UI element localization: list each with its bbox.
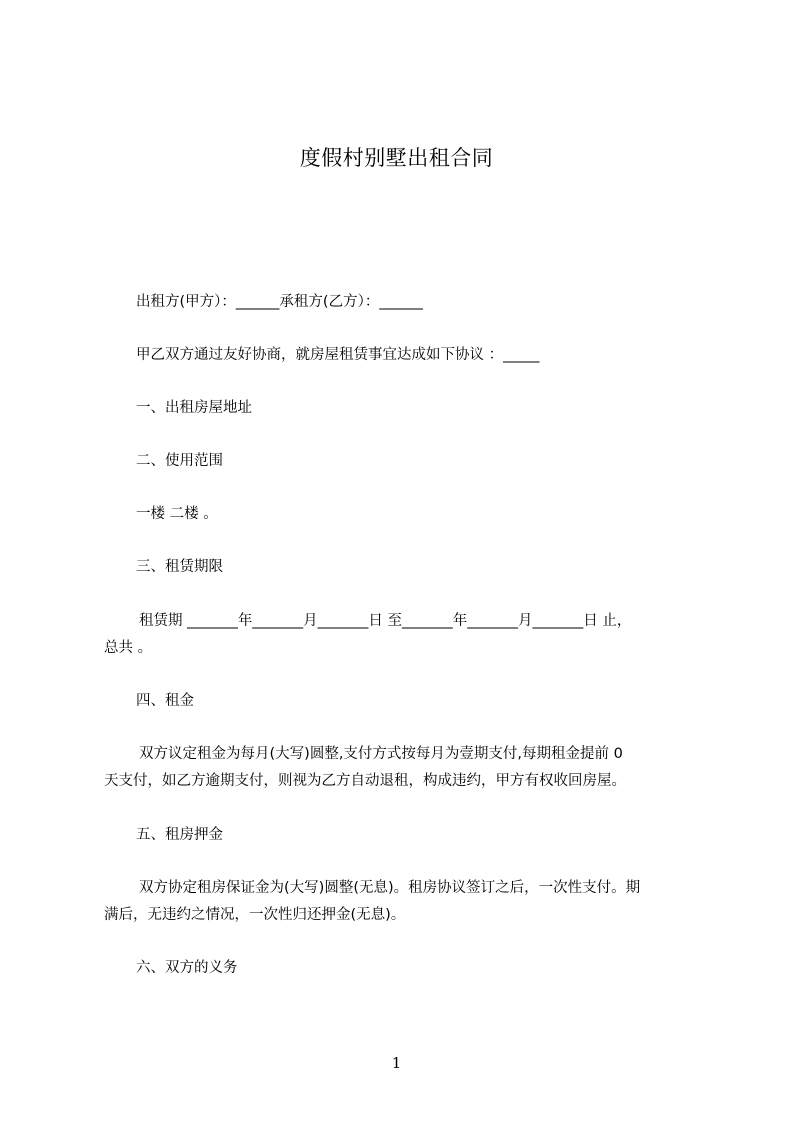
section-3-body-line-2: 总共 。 [104,640,153,656]
section-4-body-line-2: 天支付，如乙方逾期支付，则视为乙方自动退租，构成违约，甲方有权收回房屋。 [104,773,626,789]
section-5-body-line-1: 双方协定租房保证金为(大写)圆整(无息)。租房协议签订之后，一次性支付。期 [139,880,641,896]
section-3-heading: 三、租赁期限 [136,559,223,575]
section-3-body-line-1: 租赁期 _______年_______月_______日 至_______年_______月_______日 止， [139,613,632,629]
section-2-body: 一楼 二楼 。 [136,506,218,522]
intro-line: 甲乙双方通过友好协商，就房屋租赁事宜达成如下协议 ：_____ [136,347,540,363]
lessor-label: 出租方(甲方）： [136,294,236,310]
section-1-heading: 一、出租房屋地址 [136,400,252,416]
section-5-body-line-2: 满后，无违约之情况，一次性归还押金(无息)。 [104,907,406,923]
section-5-heading: 五、租房押金 [136,827,223,843]
section-2-heading: 二、使用范围 [136,453,223,469]
lessee-label: 承租方(乙方）： [279,294,380,310]
section-4-body-line-1: 双方议定租金为每月(大写)圆整,支付方式按每月为壹期支付,每期租金提前 0 [139,746,623,762]
document-title: 度假村别墅出租合同 [299,146,494,170]
section-4-heading: 四、租金 [136,693,194,709]
page-number: 1 [391,1054,402,1072]
parties-line [136,291,423,313]
lessor-blank: ______ [235,294,280,310]
lessee-blank: ______ [379,294,423,310]
section-6-heading: 六、双方的义务 [136,960,238,976]
